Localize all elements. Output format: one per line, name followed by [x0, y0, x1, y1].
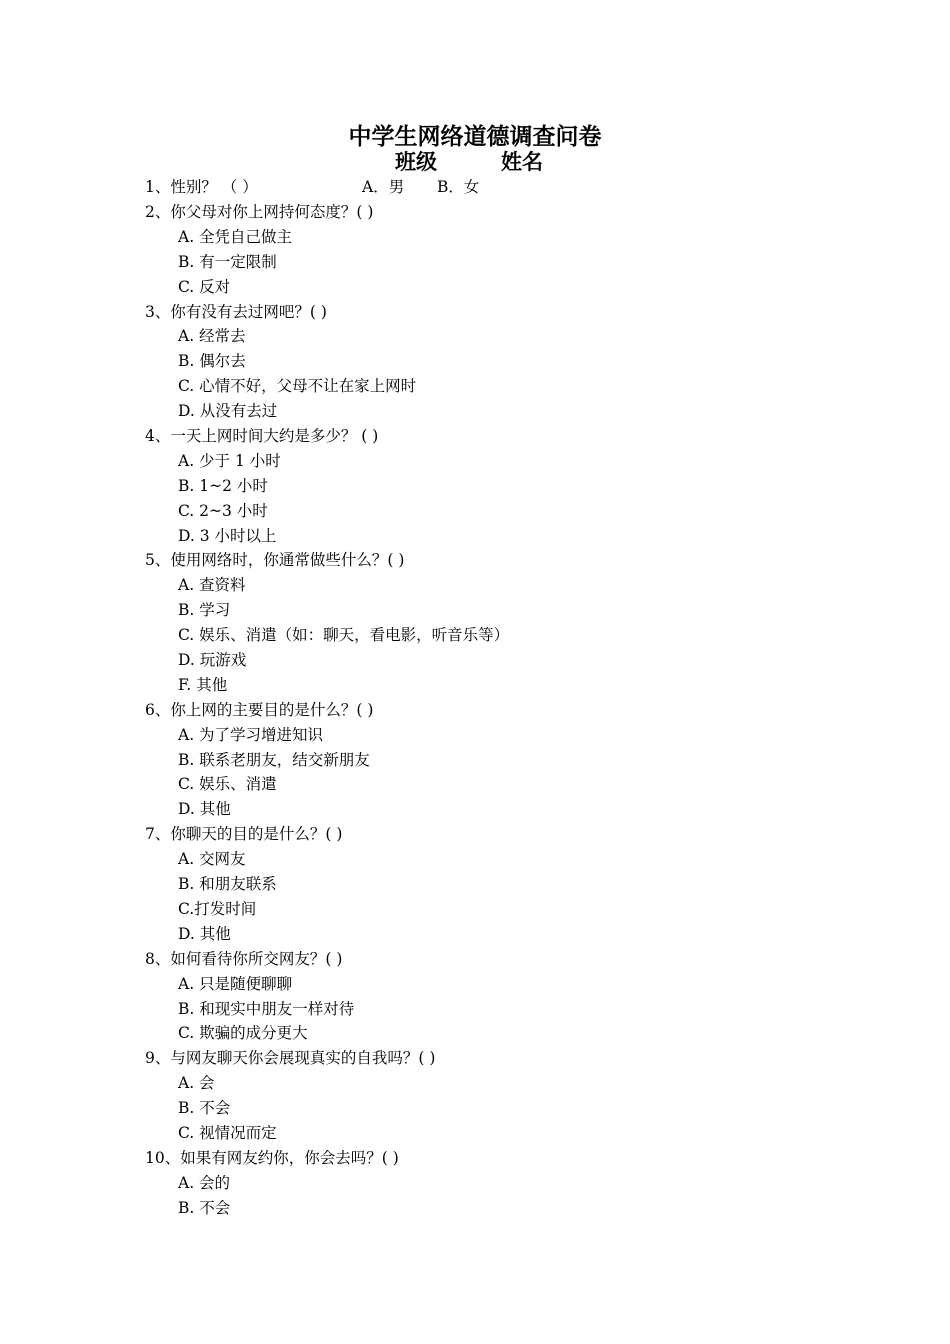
answer-option: D. 从没有去过 [178, 402, 278, 421]
option-male: A．男 [362, 178, 405, 196]
option-female: B．女 [437, 178, 480, 196]
answer-option: B. 和朋友联系 [178, 875, 277, 894]
answer-option: B. 不会 [178, 1099, 231, 1118]
question-text: 9、与网友聊天你会展现真实的自我吗？( ) [145, 1049, 436, 1068]
answer-option: A. 少于 1 小时 [178, 451, 281, 470]
answer-option: C.打发时间 [178, 899, 257, 918]
question-text: 5、使用网络时，你通常做些什么？( ) [145, 551, 405, 570]
answer-option: D. 其他 [178, 924, 231, 943]
question-text: 1、性别？ （ ） [145, 178, 258, 196]
answer-option: B. 和现实中朋友一样对待 [178, 999, 355, 1018]
answer-option: A. 经常去 [178, 327, 246, 346]
answer-option: B. 偶尔去 [178, 352, 246, 371]
answer-option: A. 只是随便聊聊 [178, 974, 293, 993]
question-1 [145, 175, 480, 199]
class-name-line [395, 147, 695, 177]
answer-option: B. 1~2 小时 [178, 476, 268, 495]
answer-option: A. 会 [178, 1074, 215, 1093]
answer-option: D. 其他 [178, 800, 231, 819]
question-text: 3、你有没有去过网吧？( ) [145, 302, 327, 321]
class-label: 班级 [395, 149, 437, 174]
question-text: 2、你父母对你上网持何态度？( ) [145, 203, 374, 221]
answer-option: A. 全凭自己做主 [178, 227, 293, 246]
answer-option: C. 视情况而定 [178, 1123, 277, 1142]
answer-option: D. 3 小时以上 [178, 526, 277, 545]
answer-option: B. 联系老朋友，结交新朋友 [178, 750, 370, 769]
question-text: 10、如果有网友约你，你会去吗？( ) [145, 1148, 399, 1167]
document-title: 中学生网络道德调查问卷 [348, 123, 602, 150]
answer-option: D. 玩游戏 [178, 651, 247, 670]
question-text: 8、如何看待你所交网友？( ) [145, 949, 343, 968]
question-text: 7、你聊天的目的是什么？( ) [145, 825, 343, 844]
answer-option: F. 其他 [178, 675, 228, 694]
question-text: 4、一天上网时间大约是多少？ ( ) [145, 427, 379, 446]
answer-option: C. 欺骗的成分更大 [178, 1024, 308, 1043]
answer-option: C. 心情不好，父母不让在家上网时 [178, 377, 417, 396]
answer-option: A. 交网友 [178, 850, 246, 869]
answer-option: A. 会的 [178, 1173, 231, 1192]
answer-option: B. 有一定限制 [178, 252, 277, 271]
question-text: 6、你上网的主要目的是什么？( ) [145, 700, 374, 719]
answer-option: C. 2~3 小时 [178, 501, 268, 520]
answer-option: B. 学习 [178, 601, 231, 620]
name-label: 姓名 [501, 149, 543, 174]
answer-option: C. 娱乐、消遣 [178, 775, 277, 794]
answer-option: A. 为了学习增进知识 [178, 725, 324, 744]
answer-option: B. 不会 [178, 1198, 231, 1217]
answer-option: A. 查资料 [178, 576, 246, 595]
answer-option: C. 反对 [178, 277, 231, 296]
answer-option: C. 娱乐、消遣（如：聊天，看电影，听音乐等） [178, 626, 510, 645]
question-list [145, 200, 509, 1221]
